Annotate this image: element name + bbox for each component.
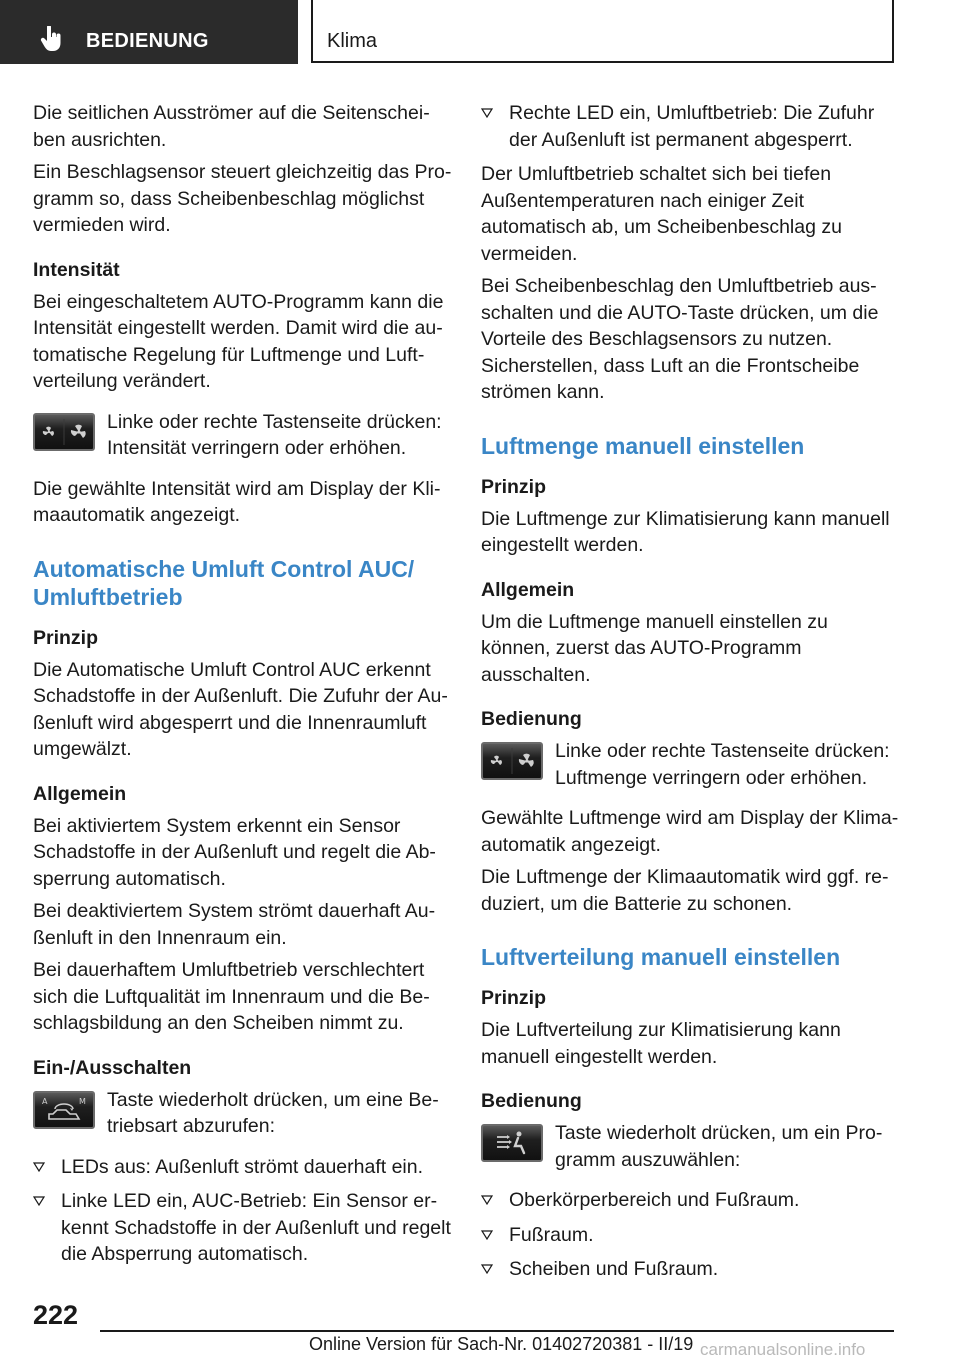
subheading-prinzip: Prinzip xyxy=(33,626,99,649)
triangle-bullet-icon xyxy=(481,108,493,118)
list-item xyxy=(481,1256,899,1283)
chapter-header xyxy=(311,0,894,63)
list-item xyxy=(481,100,899,153)
paragraph: Die gewählte Intensität wird am Display der Klimaautomatik angezeigt. xyxy=(33,477,441,526)
list-item xyxy=(33,1188,453,1268)
subheading-bedienung: Bedienung xyxy=(481,708,582,730)
instruction-text: Linke oder rechte Tastenseite drücken: Intensität verringern oder erhöhen. xyxy=(107,410,442,459)
section-tab xyxy=(0,0,298,64)
instruction-text: Taste wiederholt drücken, um eine Betriebsart abzurufen: xyxy=(107,1088,439,1137)
subheading-prinzip: Prinzip xyxy=(481,475,547,498)
triangle-bullet-icon xyxy=(481,1195,493,1205)
svg-text:M: M xyxy=(79,1096,86,1106)
list-item-text: LEDs aus: Außenluft strömt dauerhaft ein. xyxy=(61,1155,424,1178)
control-instruction xyxy=(481,1120,899,1173)
section-heading-luftmenge: Luftmenge manuell einstellen xyxy=(481,432,805,459)
control-instruction xyxy=(33,409,453,462)
control-instruction xyxy=(33,1087,453,1140)
subheading-intensitaet: Intensität xyxy=(33,258,120,281)
paragraph: Ein Beschlagsensor steuert gleichzeitig das Programm so, dass Scheibenbeschlag möglichst vermieden wird. xyxy=(33,161,452,236)
watermark: carmanualsonline.info xyxy=(700,1340,866,1359)
paragraph: Bei aktiviertem System erkennt ein Sensor Schadstoffe in der Außenluft und regelt die Absperrung automatisch. xyxy=(33,814,436,890)
paragraph: Die Luftmenge zur Klimatisierung kann manuell eingestellt werden. xyxy=(481,507,890,556)
list-item xyxy=(481,1187,899,1214)
subheading-prinzip: Prinzip xyxy=(481,987,547,1009)
section-heading-auc: Automatische Umluft Control AUC/ Umluftbetrieb xyxy=(33,555,415,610)
paragraph: Um die Luftmenge manuell einstellen zu können, zuerst das AUTO-Programm ausschalten. xyxy=(481,610,828,686)
right-column xyxy=(481,100,899,1291)
paragraph: Bei eingeschaltetem AUTO-Programm kann die Intensität eingestellt werden. Damit wird die automatische Regelung für Luftmenge und Luftverteilung verändert. xyxy=(33,290,444,392)
subheading-bedienung: Bedienung xyxy=(481,1090,582,1112)
paragraph: Bei deaktiviertem System strömt dauerhaft Außenluft in den Innenraum ein. xyxy=(33,900,436,949)
footer-version: Online Version für Sach-Nr. 01402720381 - II/19 xyxy=(309,1334,694,1354)
section-label: BEDIENUNG xyxy=(86,30,209,52)
subheading-ein-aus: Ein-/Ausschalten xyxy=(33,1056,192,1079)
program-list xyxy=(481,1187,899,1283)
paragraph: Bei Scheibenbeschlag den Umluftbetrieb ausschalten und die AUTO-Taste drücken, um die Vorteile des Beschlagsensors zu nutzen. Sicherstellen, dass Luft an die Frontscheibe strömen kann. xyxy=(481,275,879,403)
paragraph: Bei dauerhaftem Umluftbetrieb verschlechtert sich die Luftqualität im Innenraum und die Beschlagsbildung an den Scheiben nimmt zu. xyxy=(33,959,430,1034)
list-item-text: Scheiben und Fußraum. xyxy=(509,1258,719,1280)
list-item-text: Fußraum. xyxy=(509,1223,594,1246)
triangle-bullet-icon xyxy=(33,1162,45,1172)
subheading-allgemein: Allgemein xyxy=(481,578,575,601)
mode-list xyxy=(33,1154,453,1268)
instruction-text: Linke oder rechte Tastenseite drücken: Luftmenge verringern oder erhöhen. xyxy=(555,740,890,789)
instruction-text: Taste wiederholt drücken, um ein Programm auszuwählen: xyxy=(555,1122,883,1171)
list-item-text: Rechte LED ein, Umluftbetrieb: Die Zufuhr der Außenluft ist permanent abgesperrt. xyxy=(509,102,875,151)
subheading-allgemein: Allgemein xyxy=(33,782,127,805)
paragraph: Die Automatische Umluft Control AUC erkennt Schadstoffe in der Außenluft. Die Zufuhr der Außenluft wird abgesperrt und die Innenraumluft umgewälzt. xyxy=(33,658,448,760)
triangle-bullet-icon xyxy=(33,1196,45,1206)
paragraph: Die Luftmenge der Klimaautomatik wird ggf. reduziert, um die Batterie zu schonen. xyxy=(481,866,889,915)
mode-list xyxy=(481,100,899,153)
fan-button-icon xyxy=(481,742,543,780)
hand-pointer-icon xyxy=(40,26,64,52)
page-number: 222 xyxy=(33,1300,79,1330)
fan-button-icon xyxy=(33,413,95,451)
triangle-bullet-icon xyxy=(481,1230,493,1240)
section-heading-luftverteilung: Luftverteilung manuell einstellen xyxy=(481,944,841,970)
footer-rule xyxy=(100,1330,894,1332)
list-item-text: Oberkörperbereich und Fußraum. xyxy=(509,1189,800,1211)
triangle-bullet-icon xyxy=(481,1264,493,1274)
svg-text:A: A xyxy=(42,1096,48,1106)
paragraph: Die seitlichen Ausströmer auf die Seitenscheiben ausrichten. xyxy=(33,102,430,151)
list-item-text: Linke LED ein, AUC-Betrieb: Ein Sensor erkennt Schadstoffe in der Außenluft und regelt die Absperrung automatisch. xyxy=(61,1190,451,1265)
paragraph: Der Umluftbetrieb schaltet sich bei tiefen Außentemperaturen nach einiger Zeit automatisch ab, um Scheibenbeschlag zu vermeiden. xyxy=(481,163,842,265)
chapter-title: Klima xyxy=(327,30,378,52)
air-distribution-button-icon xyxy=(481,1124,543,1162)
list-item xyxy=(481,1222,899,1249)
paragraph: Gewählte Luftmenge wird am Display der Klimaautomatik angezeigt. xyxy=(481,807,899,856)
list-item xyxy=(33,1154,453,1181)
paragraph: Die Luftverteilung zur Klimatisierung kann manuell eingestellt werden. xyxy=(481,1019,841,1068)
control-instruction xyxy=(481,738,899,791)
left-column xyxy=(33,100,453,1276)
recirculation-button-icon xyxy=(33,1091,95,1129)
